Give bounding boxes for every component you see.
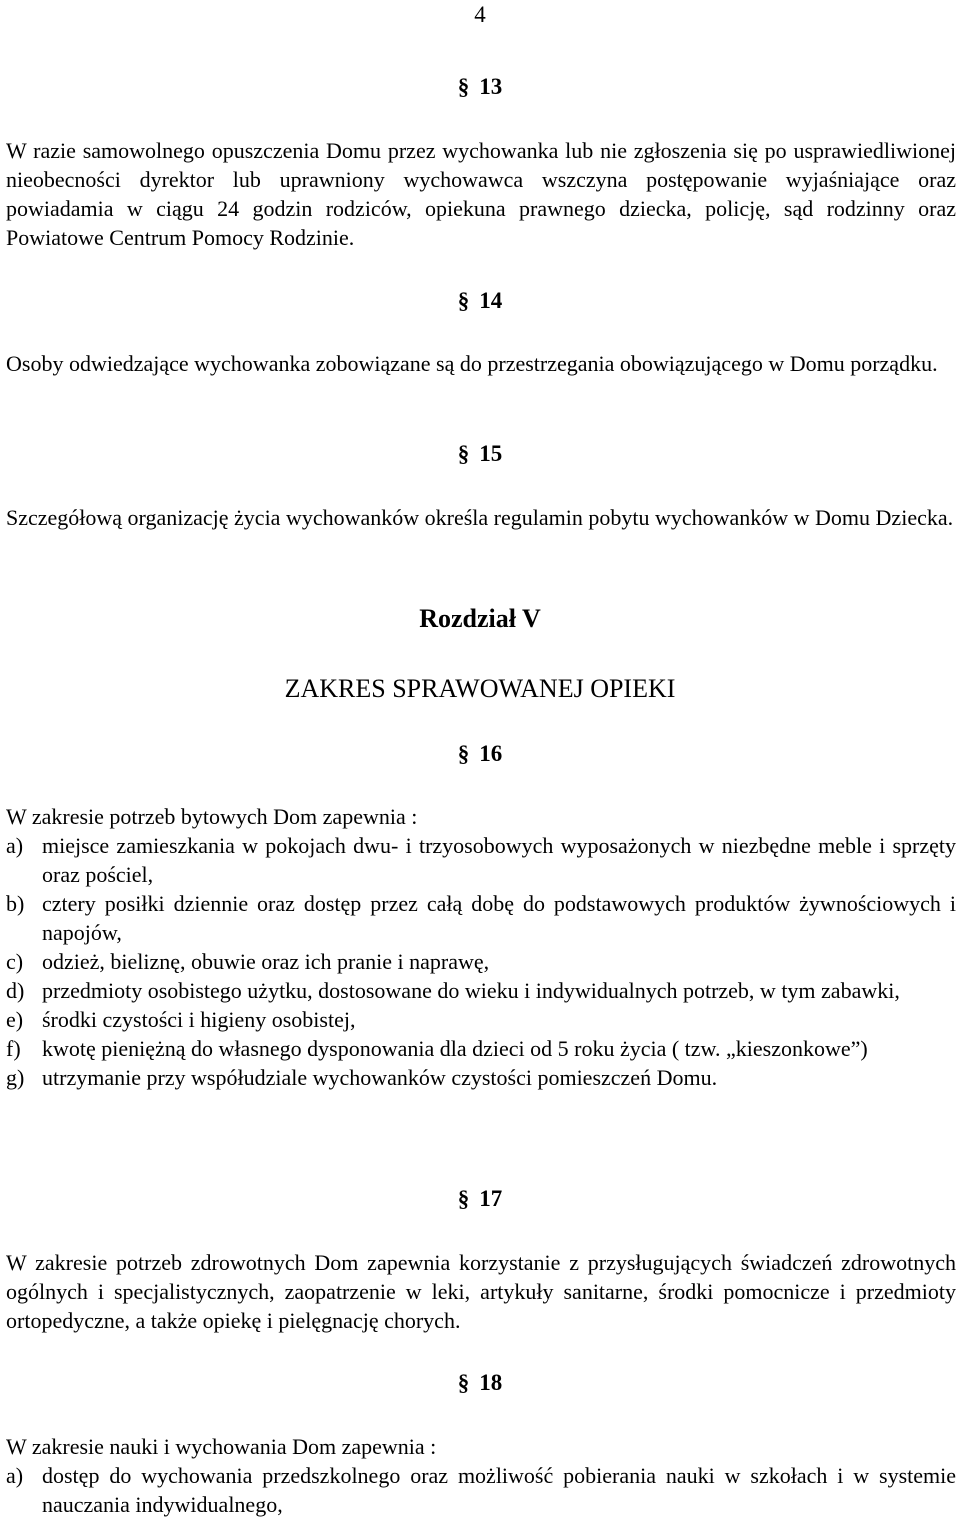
list-marker: d) [6, 978, 25, 1003]
section-number: 13 [479, 74, 503, 99]
list-item [6, 889, 956, 947]
section-13-text: W razie samowolnego opuszczenia Domu przez wychowanka lub nie zgłoszenia się po usprawiedliwionej nieobecności dyrektor lub uprawniony wychowawca wszczyna postępowanie wyjaśniające oraz powiadamia w ciągu 24 godzin rodziców, opiekuna prawnego dziecka, policję, sąd rodzinny oraz Powiatowe Centrum Pomocy Rodzinie. [6, 138, 956, 250]
page-number: 4 [474, 2, 486, 27]
list-marker: a) [6, 833, 24, 858]
section-17-text: W zakresie potrzeb zdrowotnych Dom zapewnia korzystanie z przysługujących świadczeń zdrowotnych ogólnych i specjalistycznych, zaopatrzenie w leki, artykuły sanitarne, środki pomocnicze i przedmioty ortopedyczne, a także opiekę i pielęgnację chorych. [6, 1250, 956, 1333]
list-item [6, 1063, 956, 1092]
list-item-text: dostęp do wychowania przedszkolnego oraz możliwość pobierania nauki w szkołach i w systemie nauczania indywidualnego, [42, 1463, 956, 1517]
section-number: 14 [479, 288, 503, 313]
section-18-heading [0, 1368, 960, 1398]
section-sign: § [457, 288, 470, 313]
chapter-subtitle: ZAKRES SPRAWOWANEJ OPIEKI [284, 674, 676, 703]
section-sign: § [457, 441, 470, 466]
list-marker: a) [6, 1463, 24, 1488]
section-sign: § [457, 1186, 470, 1211]
section-sign: § [457, 741, 470, 766]
section-sign: § [457, 1370, 470, 1395]
section-16-intro: W zakresie potrzeb bytowych Dom zapewnia : [6, 804, 418, 829]
list-item [6, 1461, 956, 1519]
list-marker: b) [6, 891, 25, 916]
section-16-heading [0, 739, 960, 769]
list-item-text: przedmioty osobistego użytku, dostosowane do wieku i indywidualnych potrzeb, w tym zabawki, [42, 978, 900, 1003]
list-marker: g) [6, 1065, 25, 1090]
section-14-heading [0, 286, 960, 316]
list-item-text: utrzymanie przy współudziale wychowanków czystości pomieszczeń Domu. [42, 1065, 718, 1090]
section-18-intro: W zakresie nauki i wychowania Dom zapewnia : [6, 1434, 437, 1459]
section-14-text: Osoby odwiedzające wychowanka zobowiązane są do przestrzegania obowiązującego w Domu porządku. [6, 351, 938, 376]
list-item [6, 976, 956, 1005]
section-number: 15 [479, 441, 503, 466]
section-number: 16 [479, 741, 503, 766]
section-13-heading [0, 72, 960, 102]
list-item [6, 1005, 956, 1034]
list-item-text: środki czystości i higieny osobistej, [42, 1007, 356, 1032]
list-marker: e) [6, 1007, 24, 1032]
list-marker: c) [6, 949, 24, 974]
section-18-list [6, 1461, 956, 1519]
list-item [6, 947, 956, 976]
list-item-text: miejsce zamieszkania w pokojach dwu- i trzyosobowych wyposażonych w niezbędne meble i sprzęty oraz pościel, [42, 833, 956, 887]
list-item-text: odzież, bieliznę, obuwie oraz ich pranie i naprawę, [42, 949, 490, 974]
chapter-title: Rozdział V [419, 604, 541, 633]
section-number: 18 [479, 1370, 503, 1395]
section-number: 17 [479, 1186, 503, 1211]
list-marker: f) [6, 1036, 21, 1061]
list-item-text: kwotę pieniężną do własnego dysponowania dla dzieci od 5 roku życia ( tzw. „kieszonkowe”) [42, 1036, 868, 1061]
section-16-list [6, 831, 956, 1092]
section-17-heading [0, 1184, 960, 1214]
list-item [6, 1034, 956, 1063]
section-15-text: Szczegółową organizację życia wychowanków określa regulamin pobytu wychowanków w Domu Dziecka. [6, 505, 954, 530]
list-item-text: cztery posiłki dziennie oraz dostęp przez całą dobę do podstawowych produktów żywnościowych i napojów, [42, 891, 956, 945]
section-sign: § [457, 74, 470, 99]
list-item [6, 831, 956, 889]
section-15-heading [0, 439, 960, 469]
